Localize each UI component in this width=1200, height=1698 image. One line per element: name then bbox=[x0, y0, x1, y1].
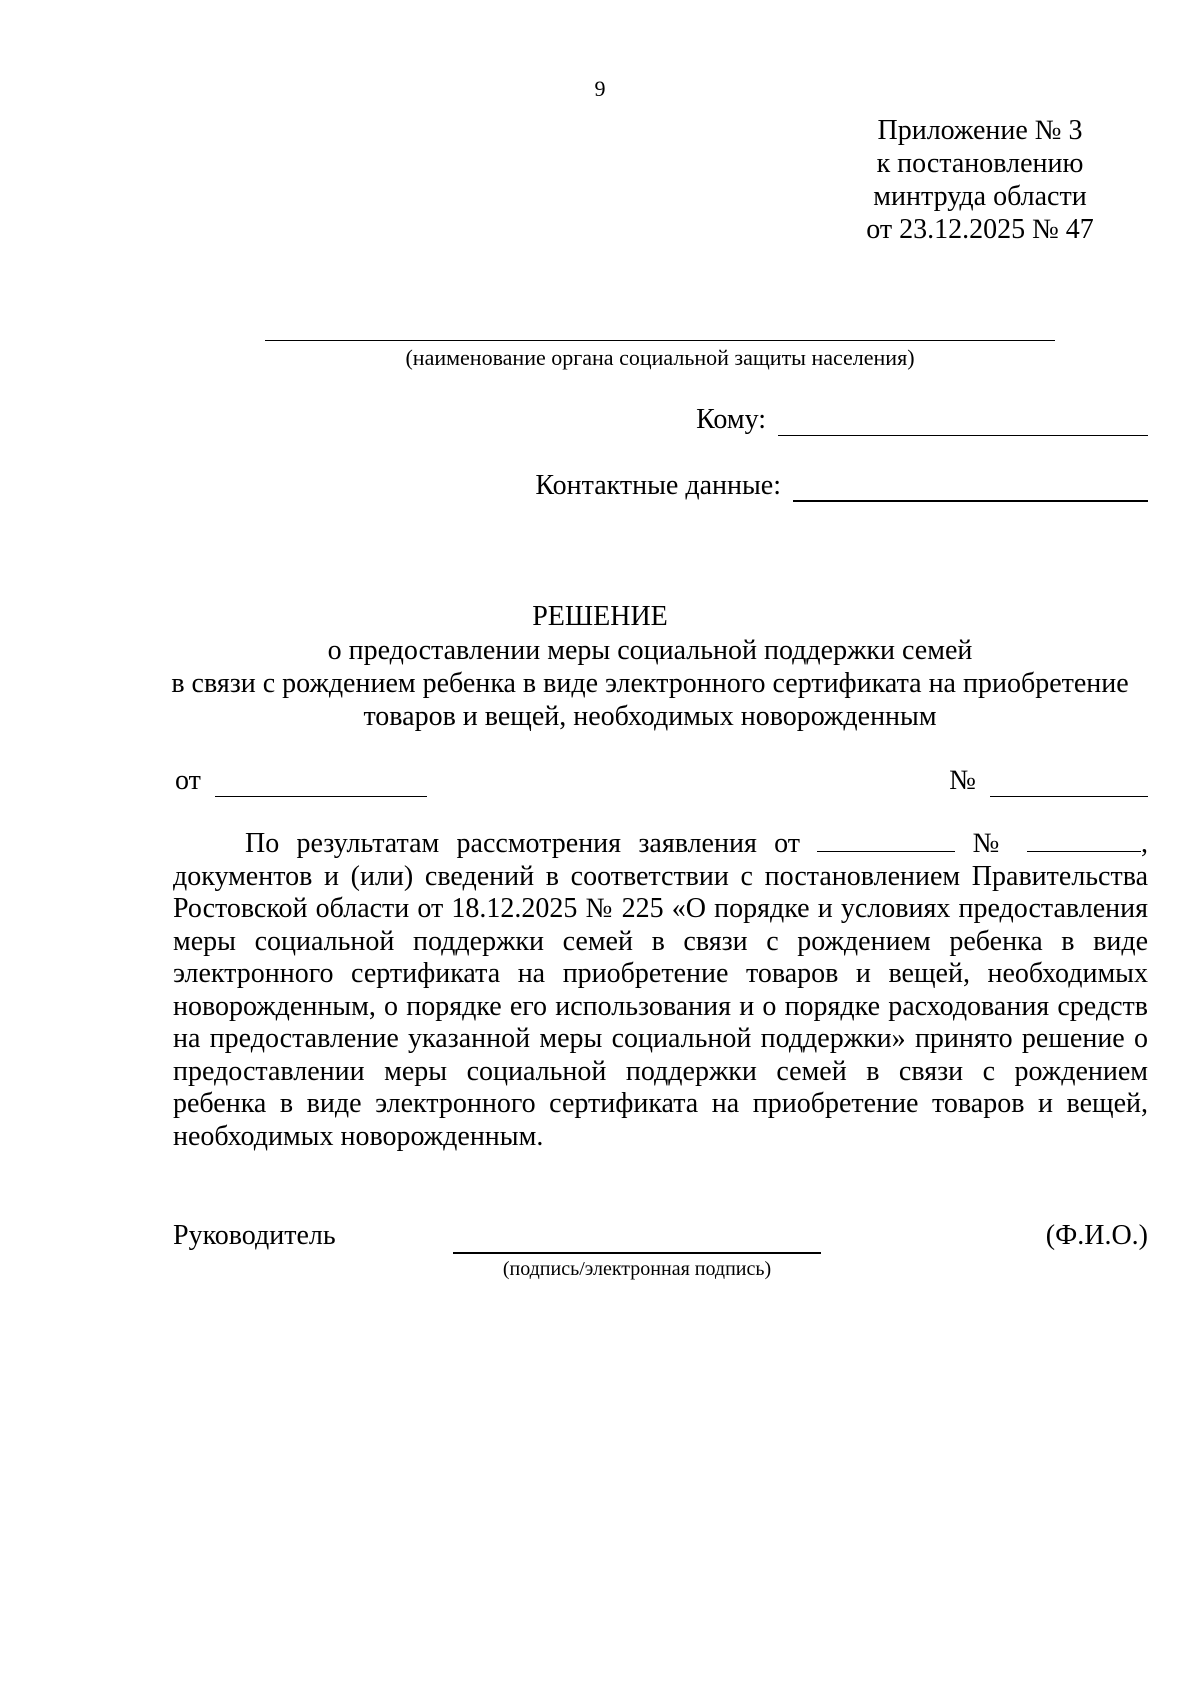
signature-field[interactable] bbox=[453, 1252, 821, 1254]
page-number: 9 bbox=[594, 76, 606, 101]
org-caption: (наименование органа социальной защиты населения) bbox=[405, 345, 915, 370]
recipient-row bbox=[696, 404, 1148, 436]
signature-caption: (подпись/электронная подпись) bbox=[502, 1258, 772, 1280]
appendix-line-4: от 23.12.2025 № 47 bbox=[866, 214, 1094, 245]
date-label: от bbox=[175, 765, 201, 796]
contacts-label: Контактные данные: bbox=[535, 470, 781, 501]
decision-number-row bbox=[949, 765, 1148, 797]
decision-number-field[interactable] bbox=[990, 768, 1148, 797]
decision-subtitle-line-3: товаров и вещей, необходимых новорожденным bbox=[363, 701, 937, 732]
decision-subtitle bbox=[150, 634, 1150, 733]
application-number-field[interactable] bbox=[1027, 827, 1141, 852]
decision-title: РЕШЕНИЕ bbox=[532, 601, 668, 632]
appendix-line-3: минтруда области bbox=[873, 181, 1087, 212]
contacts-row bbox=[535, 470, 1148, 502]
head-label: Руководитель bbox=[173, 1220, 336, 1251]
appendix-block bbox=[820, 114, 1140, 246]
decision-date-row bbox=[175, 765, 427, 797]
decision-date-field[interactable] bbox=[215, 768, 427, 797]
appendix-line-2: к постановлению bbox=[876, 148, 1084, 179]
contacts-field[interactable] bbox=[793, 472, 1148, 502]
number-label: № bbox=[949, 765, 976, 796]
to-field[interactable] bbox=[778, 407, 1148, 436]
org-name-field[interactable] bbox=[265, 340, 1055, 341]
body-number-sign: № bbox=[972, 828, 1010, 859]
appendix-line-1: Приложение № 3 bbox=[877, 115, 1083, 146]
decision-subtitle-line-2: в связи с рождением ребенка в виде электронного сертификата на приобретение bbox=[171, 668, 1129, 699]
body-comma: , bbox=[1141, 828, 1149, 859]
to-label: Кому: bbox=[696, 404, 766, 435]
application-date-field[interactable] bbox=[817, 827, 955, 852]
decision-body bbox=[173, 827, 1148, 1153]
decision-subtitle-line-1: о предоставлении меры социальной поддержки семей bbox=[327, 635, 973, 666]
body-main: документов и (или) сведений в соответствии с постановлением Правительства Ростовской области от 18.12.2025 № 225 «О порядке и условиях предоставления меры социальной поддержки семей в связи с рождением ребенка в виде электронного сертификата на приобретение товаров и вещей, необходимых новорожденным, о порядке его использования и о порядке расходования средств на предоставление указанной меры социальной поддержки» принято решение о предоставлении меры социальной поддержки семей в связи с рождением ребенка в виде электронного сертификата на приобретение товаров и вещей, необходимых новорожденным. bbox=[173, 860, 1148, 1152]
fio-label: (Ф.И.О.) bbox=[1045, 1220, 1148, 1251]
body-intro: По результатам рассмотрения заявления от bbox=[245, 828, 801, 859]
